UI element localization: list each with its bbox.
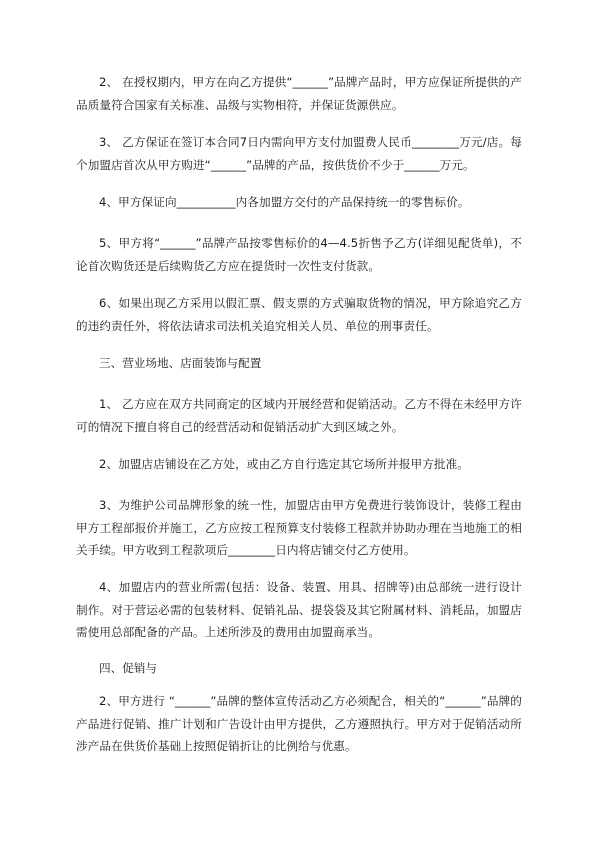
clause-3-decoration: 3、为维护公司品牌形象的统一性，加盟店由甲方免费进行装饰设计，装修工程由甲方工程部报价并施工，乙方应按工程预算支付装修工程款并协助办理在当地施工的相关手续。甲方收到工程款项后________日内将店铺交付乙方使用。 [76,498,522,557]
clause-2-promotion: 2、甲方进行 “______”品牌的整体宣传活动乙方必须配合，相关的“______”品牌的产品进行促销、推广计划和广告设计由甲方提供，乙方遵照执行。甲方对于促销活动所涉产品在供货价基础上按照促销折让的比例给与优惠。 [76,694,522,753]
clause-6-fraud-liability: 6、如果出现乙方采用以假汇票、假支票的方式骗取货物的情况，甲方除追究乙方的违约责任外，将依法请求司法机关追究相关人员、单位的刑事责任。 [76,296,522,333]
clause-5-discount-payment: 5、甲方将“______”品牌产品按零售标价的4—4.5折售予乙方(详细见配货单)，不论首次购货还是后续购货乙方应在提货时一次性支付货款。 [76,236,522,273]
section-heading-promotion: 四、促销与 [99,661,157,675]
clause-3-franchise-fee: 3、 乙方保证在签订本合同7日内需向甲方支付加盟费人民币________万元/店。每个加盟店首次从甲方购进“______”品牌的产品，按供货价不少于______万元。 [76,135,522,172]
section-heading-premises: 三、营业场地、店面装饰与配置 [99,356,262,370]
clause-4-store-equipment: 4、加盟店内的营业所需(包括：设备、装置、用具、招牌等)由总部统一进行设计制作。对于营运必需的包装材料、促销礼品、提袋袋及其它附属材料、消耗品，加盟店需使用总部配备的产品。上述所涉及的费用由加盟商承当。 [76,580,522,639]
clause-2-store-location: 2、加盟店店铺设在乙方处，或由乙方自行选定其它场所并报甲方批准。 [99,457,469,471]
clause-2-product-supply: 2、 在授权期内，甲方在向乙方提供“______”品牌产品时，甲方应保证所提供的产品质量符合国家有关标准、品级与实物相符，并保证货源供应。 [76,75,522,112]
clause-1-business-area: 1、 乙方应在双方共同商定的区域内开展经营和促销活动。乙方不得在未经甲方许可的情况下擅自将自己的经营活动和促销活动扩大到区域之外。 [76,397,522,434]
clause-4-retail-price: 4、甲方保证向__________内各加盟方交付的产品保持统一的零售标价。 [99,195,470,209]
